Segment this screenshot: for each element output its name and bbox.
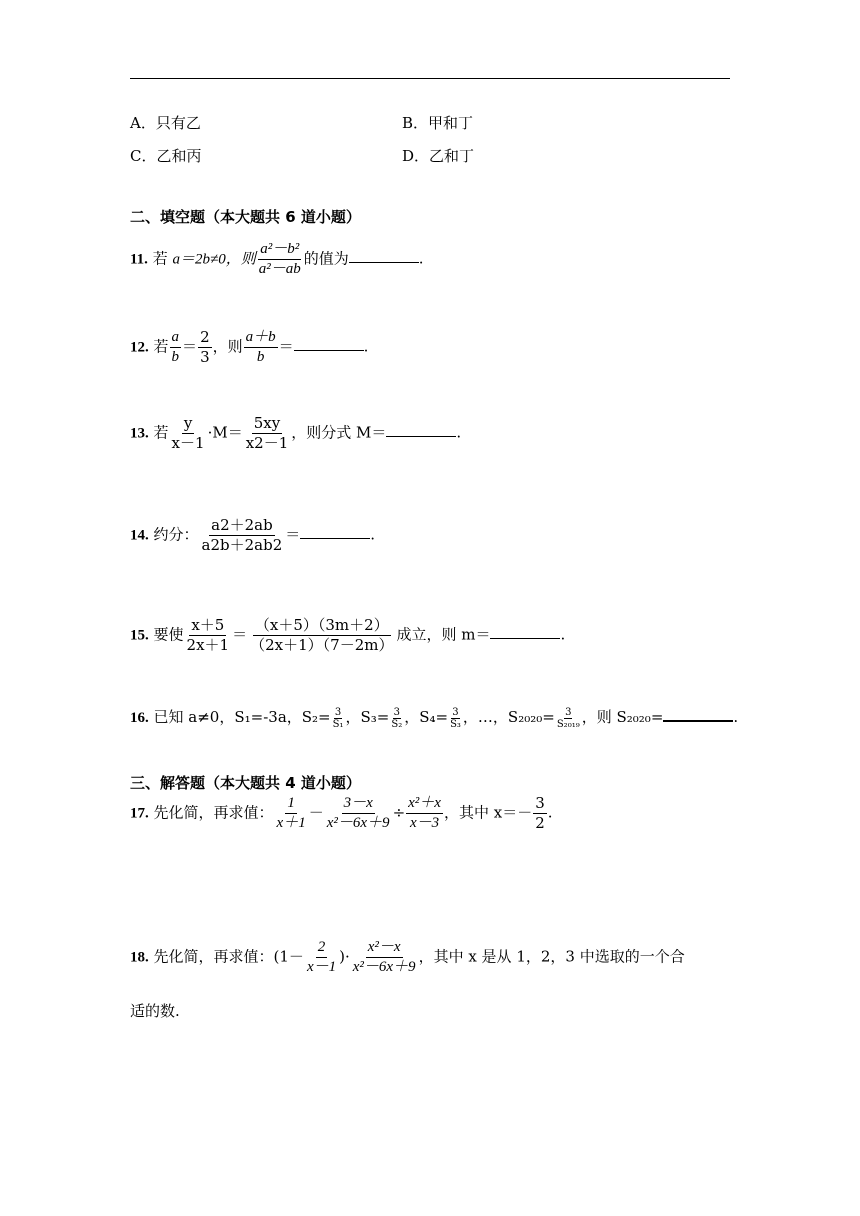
question-12: [130, 328, 368, 367]
question-text: 要使: [153, 625, 184, 644]
fraction: [170, 328, 182, 367]
question-11: [130, 240, 424, 279]
fraction: [449, 707, 462, 730]
period: .: [370, 525, 376, 544]
numerator: 3: [393, 706, 400, 718]
option-d[interactable]: [402, 145, 474, 166]
question-number: 11.: [130, 251, 148, 268]
numerator: x²－x: [366, 938, 403, 958]
answer-blank[interactable]: [386, 424, 456, 437]
question-text: )·: [339, 947, 350, 966]
question-15: [130, 616, 565, 655]
condition: a＝2b≠0，则: [172, 251, 256, 268]
question-text: 约分：: [153, 525, 199, 544]
denominator: a2b＋2ab2: [201, 535, 283, 554]
numerator: a＋b: [244, 328, 278, 348]
question-18: [130, 938, 685, 977]
denominator: x－1: [171, 433, 205, 452]
numerator: a: [170, 328, 182, 348]
denominator: x－1: [306, 958, 337, 975]
question-text: ，其中 x 是从 1，2，3 中选取的一个合: [418, 947, 685, 966]
option-c[interactable]: [130, 145, 202, 166]
question-text: 先化简，再求值：(1－: [153, 947, 304, 966]
question-text: ·M＝: [207, 423, 243, 442]
question-text: 的值为: [303, 249, 349, 268]
question-number: 13.: [130, 425, 149, 442]
question-13: [130, 414, 461, 453]
fraction: [248, 616, 395, 655]
equals: ＝: [278, 337, 294, 356]
option-letter: C．: [130, 147, 157, 165]
period: .: [456, 423, 462, 442]
numerator: 3－x: [342, 794, 375, 814]
denominator: 2x＋1: [186, 635, 230, 654]
denominator: x－3: [409, 814, 440, 831]
numerator: x＋5: [191, 616, 225, 634]
fraction: [390, 707, 403, 730]
denominator: x2－1: [245, 433, 289, 452]
question-text: 先化简，再求值：: [153, 803, 274, 822]
numerator: 1: [285, 794, 297, 814]
fraction: [185, 616, 232, 655]
option-letter: A．: [130, 114, 156, 132]
denominator: S₃: [450, 718, 461, 730]
question-number: 17.: [130, 805, 149, 822]
fraction: [244, 328, 278, 367]
fraction: [332, 707, 345, 730]
question-text: ，则: [212, 337, 243, 356]
fraction: [198, 328, 212, 367]
option-text: 乙和丙: [156, 147, 202, 165]
answer-blank[interactable]: [349, 250, 419, 263]
denominator: x＋1: [276, 814, 306, 831]
numerator: a2＋2ab: [211, 516, 273, 534]
option-text: 乙和丁: [429, 147, 475, 165]
question-text: ，则分式 M＝: [291, 423, 387, 442]
fraction: [406, 794, 443, 833]
denominator: S₂₀₁₉: [556, 718, 580, 730]
operator: －: [308, 803, 324, 822]
period: .: [560, 625, 566, 644]
fraction: [257, 240, 303, 279]
option-letter: B．: [402, 114, 429, 132]
period: .: [547, 803, 553, 822]
period: .: [733, 708, 739, 726]
fraction: [325, 794, 392, 833]
period: .: [363, 337, 369, 356]
question-number: 14.: [130, 527, 149, 544]
period: .: [418, 249, 424, 268]
question-text: ，其中 x＝－: [443, 803, 533, 822]
denominator: S₂: [391, 718, 403, 730]
option-letter: D．: [402, 147, 430, 165]
numerator: （x＋5）（3m＋2）: [254, 616, 389, 634]
numerator: 2: [200, 328, 210, 346]
operator: ÷: [392, 803, 406, 822]
question-14: [130, 516, 375, 555]
answer-blank[interactable]: [294, 338, 364, 351]
fraction: [305, 938, 338, 977]
numerator: 3: [334, 706, 342, 718]
numerator: 2: [316, 938, 328, 958]
equals: ＝: [285, 525, 301, 544]
denominator: x²－6x＋9: [326, 814, 390, 831]
denominator: （2x＋1）（7－2m）: [250, 635, 394, 654]
answer-blank[interactable]: [490, 626, 560, 639]
fraction: [275, 794, 308, 833]
option-text: 只有乙: [155, 114, 201, 132]
header-rule: [130, 78, 730, 79]
question-text: 若: [153, 337, 169, 356]
numerator: 3: [452, 706, 459, 718]
fraction: [556, 707, 581, 730]
fraction: [351, 938, 418, 977]
denominator: b: [256, 348, 265, 365]
denominator: 3: [200, 347, 210, 366]
question-number: 15.: [130, 627, 149, 644]
question-16: [130, 706, 738, 730]
question-text: ，…，S₂₀₂₀=: [462, 708, 555, 726]
denominator: a²－ab: [258, 260, 301, 277]
option-text: 甲和丁: [428, 114, 474, 132]
denominator: S₁: [332, 718, 344, 730]
question-text: 已知 a≠0，S₁=-3a，S₂=: [153, 708, 331, 726]
equals: ＝: [182, 337, 198, 356]
denominator: x²－6x＋9: [352, 958, 416, 975]
fraction: [244, 414, 291, 453]
denominator: b: [171, 348, 180, 365]
fraction: [200, 516, 285, 555]
section-heading-fill-in: 二、填空题（本大题共 6 道小题）: [130, 208, 361, 226]
answer-blank[interactable]: [300, 526, 370, 539]
section-heading-solve: 三、解答题（本大题共 4 道小题）: [130, 774, 361, 792]
question-text: 若: [153, 423, 169, 442]
question-text: ，S₃=: [345, 708, 390, 726]
numerator: 3: [535, 794, 545, 812]
numerator: a²－b²: [258, 240, 301, 260]
equals: ＝: [232, 625, 248, 644]
fraction: [533, 794, 547, 833]
question-text: 成立，则 m＝: [396, 625, 491, 644]
question-number: 16.: [130, 710, 149, 726]
question-text: 若: [152, 249, 173, 268]
option-b[interactable]: [402, 112, 473, 133]
question-18-line-2: 适的数.: [130, 1002, 180, 1020]
numerator: y: [183, 414, 193, 432]
question-17: [130, 794, 553, 833]
numerator: 3: [565, 706, 572, 718]
question-number: 18.: [130, 949, 149, 966]
numerator: 5xy: [253, 414, 281, 432]
denominator: 2: [535, 813, 545, 832]
fraction: [170, 414, 207, 453]
question-text: ，则 S₂₀₂₀=: [581, 708, 664, 726]
answer-blank[interactable]: [663, 708, 733, 722]
question-text: ，S₄=: [404, 708, 449, 726]
option-a[interactable]: [130, 112, 201, 133]
question-number: 12.: [130, 339, 149, 356]
numerator: x²＋x: [406, 794, 443, 814]
